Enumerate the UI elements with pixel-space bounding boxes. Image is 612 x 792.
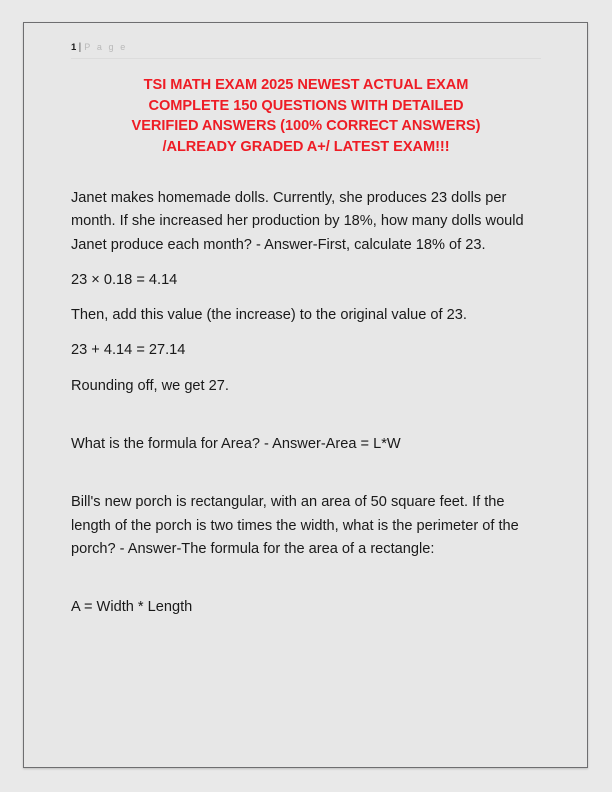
header-separator: | bbox=[78, 42, 82, 53]
title-line-1: TSI MATH EXAM 2025 NEWEST ACTUAL EXAM bbox=[143, 77, 469, 93]
paragraph-area-formula: What is the formula for Area? - Answer-Area = L*W bbox=[71, 436, 401, 453]
paragraph-spacer-1 bbox=[71, 410, 541, 433]
page-content-area bbox=[71, 37, 541, 632]
document-body bbox=[71, 187, 541, 620]
header-page-label: P a g e bbox=[84, 42, 128, 52]
paragraph-question-dolls: Janet makes homemade dolls. Currently, she produces 23 dolls per month. If she increased her production by 18%, how many dolls would Janet produce each month? - Answer-First, calculate 18% of 23. bbox=[71, 190, 524, 253]
paragraph-question-porch: Bill's new porch is rectangular, with an area of 50 square feet. If the length of the porch is two times the width, what is the perimeter of the porch? - Answer-The formula for the area of a rectangle: bbox=[71, 494, 519, 557]
title-line-4: /ALREADY GRADED A+/ LATEST EXAM!!! bbox=[162, 138, 450, 155]
header-divider bbox=[71, 58, 541, 59]
paragraph-spacer-2 bbox=[71, 468, 541, 491]
title-line-3: VERIFIED ANSWERS (100% CORRECT ANSWERS) bbox=[131, 118, 481, 134]
document-page bbox=[23, 22, 588, 768]
paragraph-rounding: Rounding off, we get 27. bbox=[71, 377, 229, 394]
paragraph-calc-sum: 23 + 4.14 = 27.14 bbox=[71, 342, 186, 359]
running-header bbox=[71, 37, 541, 57]
paragraph-calc-multiply: 23 × 0.18 = 4.14 bbox=[71, 271, 178, 288]
paragraph-add-instruction: Then, add this value (the increase) to the original value of 23. bbox=[71, 307, 467, 324]
title-line-2: COMPLETE 150 QUESTIONS WITH DETAILED bbox=[148, 97, 464, 114]
page-title bbox=[71, 75, 541, 157]
page-number: 1 bbox=[71, 42, 77, 53]
paragraph-area-equation: A = Width * Length bbox=[71, 599, 193, 616]
paragraph-spacer-3 bbox=[71, 573, 541, 596]
